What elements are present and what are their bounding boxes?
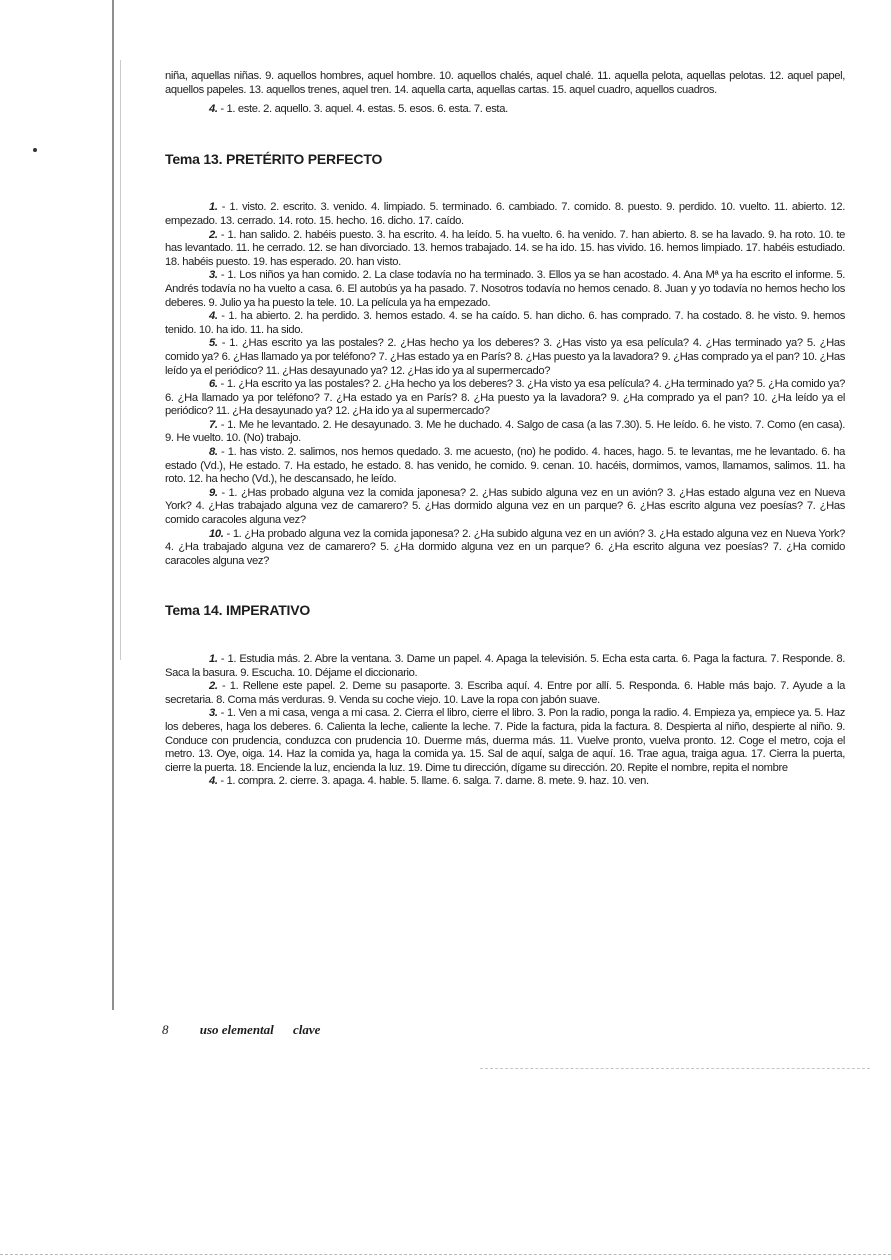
tema-14-exercises (165, 653, 845, 789)
exercise-text: - 1. han salido. 2. habéis puesto. 3. ha escrito. 4. ha leído. 5. ha vuelto. 6. ha venido. 7. han abierto. 8. se ha lavado. 9. ha roto. 10. te has levantado. 11. he cerrado. 12. se han divorciado. 13. hemos trabajado. 14. se ha ido. 15. has vivido. 16. hemos limpiado. 17. habéis estudiado. 18. habéis puesto. 19. has esperado. 20. han visto. (165, 228, 845, 268)
exercise-number: 5. (209, 337, 218, 350)
exercise-paragraph (165, 446, 845, 487)
intro-exercise-4 (165, 103, 845, 117)
exercise-paragraph (165, 775, 845, 789)
exercise-paragraph (165, 528, 845, 569)
exercise-paragraph (165, 201, 845, 228)
exercise-text: - 1. Me he levantado. 2. He desayunado. 3. Me he duchado. 4. Salgo de casa (a las 7.30). 5. He leído. 6. he visto. 7. Como (en casa). 9. He vuelto. 10. (No) trabajo. (165, 418, 845, 445)
exercise-paragraph (165, 337, 845, 378)
exercise-number: 3. (209, 269, 218, 282)
exercise-number: 3. (209, 707, 218, 720)
exercise-number: 6. (209, 378, 218, 391)
section-heading-tema-14 (165, 604, 845, 618)
page-footer (162, 1022, 320, 1038)
book-title: uso elemental (199, 1022, 274, 1037)
intro-paragraph: niña, aquellas niñas. 9. aquellos hombres, aquel hombre. 10. aquellos chalés, aquel chalé. 11. aquella pelota, aquellas pelotas. 12. aquel papel, aquellos papeles. 13. aquellos trenes, aquel tren. 14. aquella carta, aquellas cartas. 15. aquel cuadro, aquellos cuadros. (165, 70, 845, 96)
exercise-text: - 1. Los niños ya han comido. 2. La clase todavía no ha terminado. 3. Ellos ya se han acostado. 4. Ana Mª ya ha escrito el informe. 5. Andrés todavía no ha vuelto a casa. 6. El autobús ya ha pasado. 7. Nosotros todavía no hemos cenado. 8. Juan y yo todavía no hemos hecho los deberes. 9. Julio ya ha puesto la tele. 10. La película ya ha empezado. (165, 269, 845, 309)
exercise-text: - 1. has visto. 2. salimos, nos hemos quedado. 3. me acuesto, (no) he podido. 4. haces, hago. 5. te levantas, me he levantado. 6. ha estado (Vd.), He estado. 7. Ha estado, he estado. 8. has venido, he comido. 9. cenan. 10. hacéis, dormimos, vamos, llamamos, salimos. 11. ha roto. 12. ha hecho (Vd.), he descansado, he leído. (165, 446, 845, 486)
answer-key-content (165, 70, 845, 789)
scan-bottom-edge (0, 1254, 891, 1256)
exercise-number: 10. (209, 527, 224, 540)
exercise-number: 9. (209, 486, 218, 499)
exercise-text: - 1. este. 2. aquello. 3. aquel. 4. estas. 5. esos. 6. esta. 7. esta. (217, 103, 508, 116)
section-label: Tema 13. (165, 150, 223, 167)
exercise-paragraph (165, 269, 845, 310)
scan-binding-edge (112, 0, 114, 1010)
exercise-text: - 1. Rellene este papel. 2. Deme su pasaporte. 3. Escriba aquí. 4. Entre por allí. 5. Responda. 6. Hable más bajo. 7. Ayude a la secretaria. 8. Coma más verduras. 9. Venda su coche viejo. 10. Lave la ropa con jabón suave. (165, 680, 845, 706)
exercise-number: 4. (209, 103, 218, 116)
section-label: Tema 14. (165, 602, 223, 619)
scan-faint-line (480, 1068, 870, 1070)
exercise-paragraph (165, 310, 845, 337)
edition-label: clave (293, 1022, 321, 1037)
scan-speck (33, 148, 37, 152)
exercise-text: - 1. ¿Has probado alguna vez la comida japonesa? 2. ¿Has subido alguna vez en un avión? 3. ¿Has estado alguna vez en Nueva York? 4. ¿Has trabajado alguna vez de camarero? 5. ¿Has dormido alguna vez en un parque? 6. ¿Has escrito alguna vez poesías? 7. ¿Has comido caracoles alguna vez? (165, 486, 845, 527)
exercise-paragraph (165, 229, 845, 270)
exercise-text: - 1. ¿Ha escrito ya las postales? 2. ¿Ha hecho ya los deberes? 3. ¿Ha visto ya esa película? 4. ¿Ha terminado ya? 5. ¿Ha comido ya? 6. ¿Ha llamado ya por teléfono? 7. ¿Ha estado ya en París? 8. ¿Ha puesto ya la lavadora? 9. ¿Ha comprado ya el pan? 10. ¿Ha leído ya el periódico? 11. ¿Ha desayunado ya? 12. ¿Ha ido ya al supermercado? (165, 378, 845, 418)
exercise-text: - 1. ha abierto. 2. ha perdido. 3. hemos estado. 4. se ha caído. 5. han dicho. 6. has comprado. 7. ha costado. 8. he visto. 9. hemos tenido. 10. ha ido. 11. ha sido. (165, 310, 845, 336)
section-title: PRETÉRITO PERFECTO (226, 150, 383, 167)
exercise-text: - 1. ¿Ha probado alguna vez la comida japonesa? 2. ¿Ha subido alguna vez en un avión? 3. ¿Ha estado alguna vez en Nueva York? 4. ¿Ha trabajado alguna vez de camarero? 5. ¿Ha dormido alguna vez en un parque? 6. ¿Ha escrito alguna vez poesías? 7. ¿Ha comido caracoles alguna vez? (165, 527, 845, 567)
exercise-number: 8. (209, 446, 218, 459)
scan-binding-shadow (120, 60, 121, 660)
exercise-paragraph (165, 680, 845, 707)
exercise-text: - 1. visto. 2. escrito. 3. venido. 4. limpiado. 5. terminado. 6. cambiado. 7. comido. 8. puesto. 9. perdido. 10. vuelto. 11. abierto. 12. empezado. 13. cerrado. 14. roto. 15. hecho. 16. dicho. 17. caído. (165, 201, 845, 227)
exercise-paragraph (165, 419, 845, 446)
exercise-number: 1. (209, 653, 218, 665)
exercise-number: 1. (209, 201, 218, 214)
tema-13-exercises (165, 201, 845, 568)
exercise-paragraph (165, 378, 845, 419)
exercise-number: 4. (209, 775, 218, 788)
exercise-paragraph (165, 653, 845, 680)
exercise-number: 2. (209, 680, 218, 693)
exercise-text: - 1. Ven a mi casa, venga a mi casa. 2. Cierra el libro, cierre el libro. 3. Pon la radio, ponga la radio. 4. Empieza ya, empiece ya. 5. Haz los deberes, haga los deberes. 6. Calienta la leche, caliente la leche. 7. Pide la factura, pida la factura. 8. Despierta al niño, despierte al niño. 9. Conduce con prudencia, conduzca con prudencia 10. Duerme más, duerma más. 11. Vuelve pronto, vuelva pronto. 12. Coge el metro, coja el metro. 13. Oye, oiga. 14. Haz la comida ya, haga la comida ya. 15. Sal de aquí, salga de aquí. 16. Trae agua, traiga agua. 17. Cierra la puerta, cierre la puerta. 18. Enciende la luz, encienda la luz. 19. Dime tu dirección, dígame su dirección. 20. Repite el nombre, repita el nombre (165, 707, 845, 774)
exercise-text: - 1. compra. 2. cierre. 3. apaga. 4. hable. 5. llame. 6. salga. 7. dame. 8. mete. 9. haz. 10. ven. (217, 775, 649, 788)
exercise-number: 4. (209, 310, 218, 323)
exercise-paragraph (165, 487, 845, 528)
exercise-number: 7. (209, 418, 218, 431)
exercise-text: - 1. Estudia más. 2. Abre la ventana. 3. Dame un papel. 4. Apaga la televisión. 5. Echa esta carta. 6. Paga la factura. 7. Responde. 8. Saca la basura. 9. Escucha. 10. Déjame el diccionario. (165, 653, 845, 679)
exercise-text: - 1. ¿Has escrito ya las postales? 2. ¿Has hecho ya los deberes? 3. ¿Has visto ya esa película? 4. ¿Has terminado ya? 5. ¿Has comido ya? 6. ¿Has llamado ya por teléfono? 7. ¿Has estado ya en París? 8. ¿Has puesto ya la lavadora? 9. ¿Has comprado ya el pan? 10. ¿Has leído ya el periódico? 11. ¿Has desayunado ya? 12. ¿Has ido ya al supermercado? (165, 337, 845, 377)
section-heading-tema-13 (165, 150, 845, 167)
exercise-number: 2. (209, 228, 218, 241)
section-title: IMPERATIVO (226, 602, 311, 619)
exercise-paragraph (165, 707, 845, 775)
page-number: 8 (162, 1022, 169, 1037)
